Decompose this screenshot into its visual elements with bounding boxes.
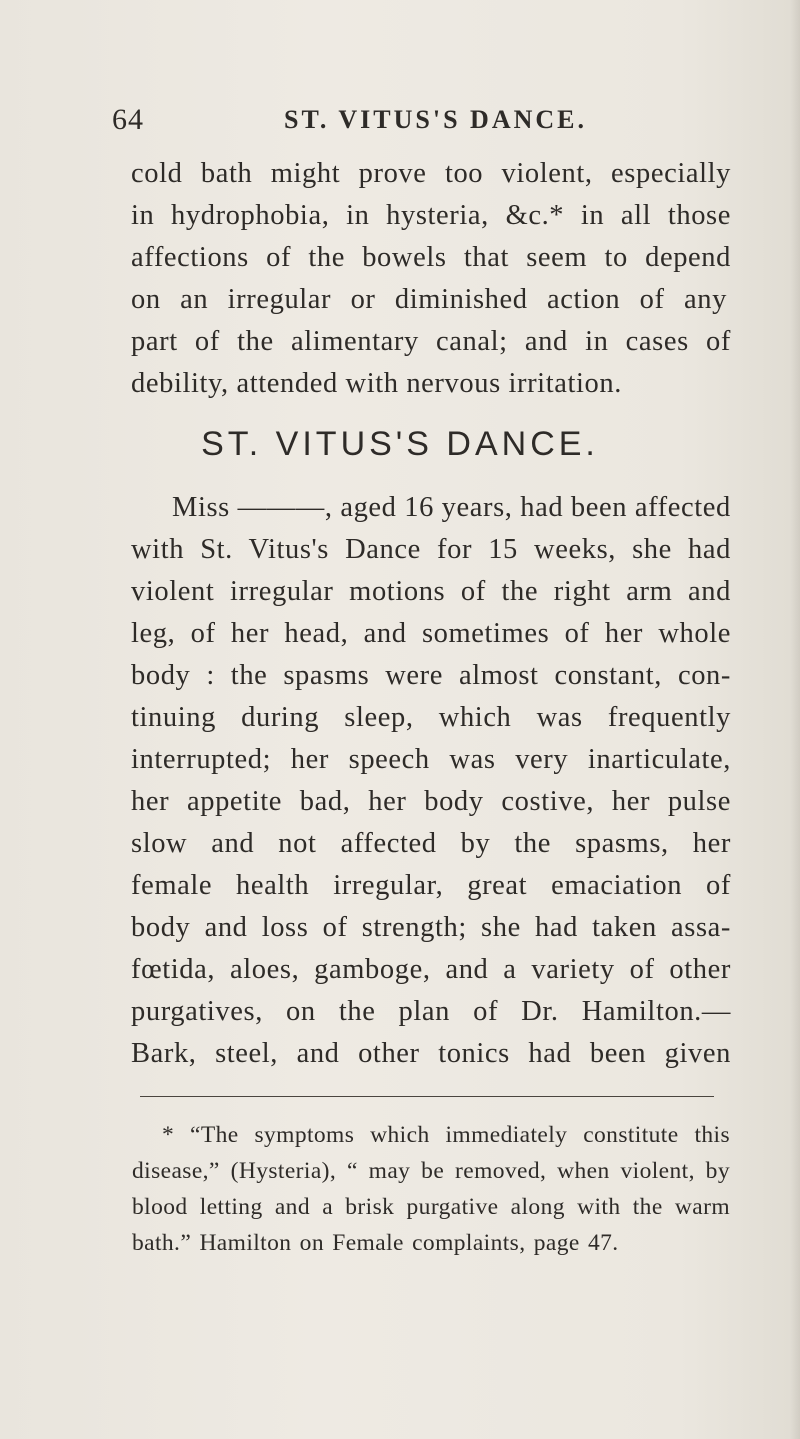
text-line: female health irregular, great emaciation of [131,870,731,901]
footnote-rule [140,1096,714,1097]
footnote-line: blood letting and a brisk purgative along with the warm [132,1194,730,1220]
text-line: leg, of her head, and sometimes of her whole [131,618,731,649]
text-line: interrupted; her speech was very inarticulate, [131,744,731,775]
text-line: her appetite bad, her body costive, her pulse [131,786,731,817]
text-line: on an irregular or diminished action of any [131,284,727,315]
text-line: body and loss of strength; she had taken assa- [131,912,731,943]
text-line: part of the alimentary canal; and in cases of [131,326,731,357]
text-line: violent irregular motions of the right arm and [131,576,731,607]
running-head-title: ST. VITUS'S DANCE. [284,105,588,134]
text-line: debility, attended with nervous irritation. [131,368,622,399]
text-line: in hydrophobia, in hysteria, &c.* in all those [131,200,731,231]
footnote-line: disease,” (Hysteria), “ may be removed, when violent, by [132,1158,730,1184]
text-line: Bark, steel, and other tonics had been given [131,1038,731,1069]
text-line: body : the spasms were almost constant, con- [131,660,731,691]
text-line: fœtida, aloes, gamboge, and a variety of other [131,954,731,985]
section-heading: ST. VITUS'S DANCE. [201,425,599,463]
text-line: Miss ———, aged 16 years, had been affected [172,492,731,523]
text-line: purgatives, on the plan of Dr. Hamilton.— [131,996,731,1027]
page-number: 64 [112,103,144,136]
page-edge-shadow [790,0,800,1439]
footnote-line: bath.” Hamilton on Female complaints, page 47. [132,1230,619,1256]
text-line: tinuing during sleep, which was frequently [131,702,731,733]
text-line: slow and not affected by the spasms, her [131,828,731,859]
footnote-line: * “The symptoms which immediately constitute this [162,1122,730,1148]
text-line: affections of the bowels that seem to depend [131,242,731,273]
running-head [112,103,732,139]
text-line: with St. Vitus's Dance for 15 weeks, she had [131,534,731,565]
text-line: cold bath might prove too violent, especially [131,158,731,189]
